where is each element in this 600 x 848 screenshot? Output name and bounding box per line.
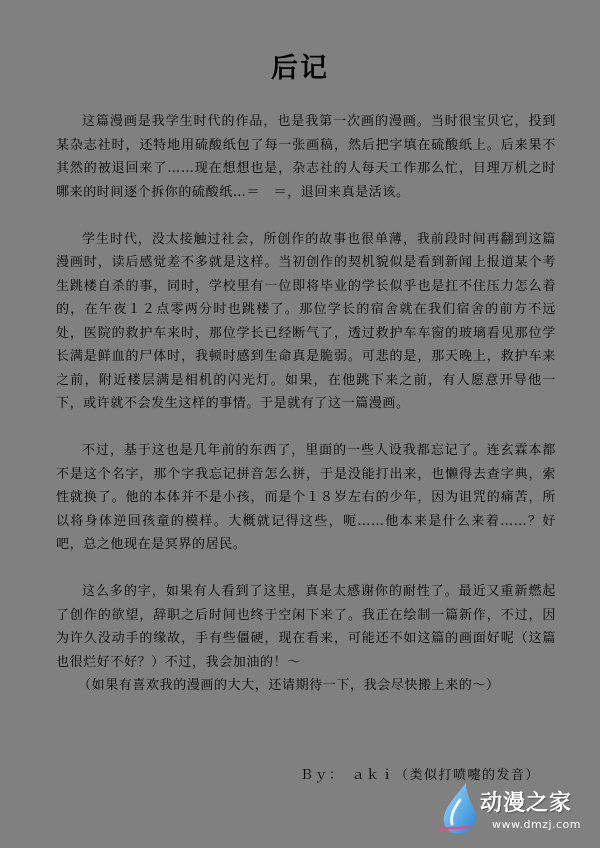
afterword-body (56, 110, 556, 698)
paragraph-1: 这篇漫画是我学生时代的作品，也是我第一次画的漫画。当时很宝贝它，投到某杂志社时，还特地用硫酸纸包了每一张画稿，然后把字填在硫酸纸上。后来果不其然的被退回来了……现在想想也是，杂志社的人每天工作那么忙，日理万机之时哪来的时间逐个拆你的硫酸纸…＝ ＝，退回来真是活该。 (56, 114, 556, 200)
watermark-brand: 动漫之家 (480, 791, 573, 816)
watermark-url: www.dmzj.com (492, 818, 581, 831)
page-title: 后记 (271, 53, 329, 84)
water-drop-logo-icon (436, 780, 486, 838)
site-watermark (436, 776, 596, 842)
author-signature: Ｂｙ： ａｋｉ（类似打喷嚏的发音） (300, 768, 541, 783)
closing-note: （如果有喜欢我的漫画的大大，还请期待一下，我会尽快搬上来的～） (78, 678, 500, 693)
paragraph-4: 这么多的字，如果有人看到了这里，真是太感谢你的耐性了。最近又重新燃起了创作的欲望，辞职之后时间也终于空闲下来了。我正在绘制一篇新作，不过，因为许久没动手的缘故，手有些僵硬，现在看来，可能还不如这篇的画面好呢（这篇也很烂好不好？）不过，我会加油的！～ (56, 584, 556, 670)
paragraph-2: 学生时代，没太接触过社会，所创作的故事也很单薄，我前段时间再翻到这篇漫画时，读后感觉差不多就是这样。当初创作的契机貌似是看到新闻上报道某个考生跳楼自杀的事，同时，学校里有一位即将毕业的学长似乎也是扛不住压力怎么着的，在午夜１２点零两分时也跳楼了。那位学长的宿舍就在我们宿舍的前方不远处，医院的救护车来时，那位学长已经断气了，透过救护车车窗的玻璃看见那位学长满是鲜血的尸体时，我顿时感到生命真是脆弱。可悲的是，那天晚上，救护车来之前，附近楼层满是相机的闪光灯。如果，在他跳下来之前，有人愿意开导他一下，或许就不会发生这样的事情。于是就有了这一篇漫画。 (56, 231, 556, 411)
paragraph-3: 不过，基于这也是几年前的东西了，里面的一些人设我都忘记了。连玄霖本都不是这个名字，那个字我忘记拼音怎么拼，于是没能打出来，也懒得去查字典，索性就换了。他的本体并不是小孩，而是个１８岁左右的少年，因为诅咒的痛苦，所以将身体逆回孩童的模样。大概就记得这些，呃……他本来是什么来着……？好吧，总之他现在是冥界的居民。 (56, 443, 556, 552)
